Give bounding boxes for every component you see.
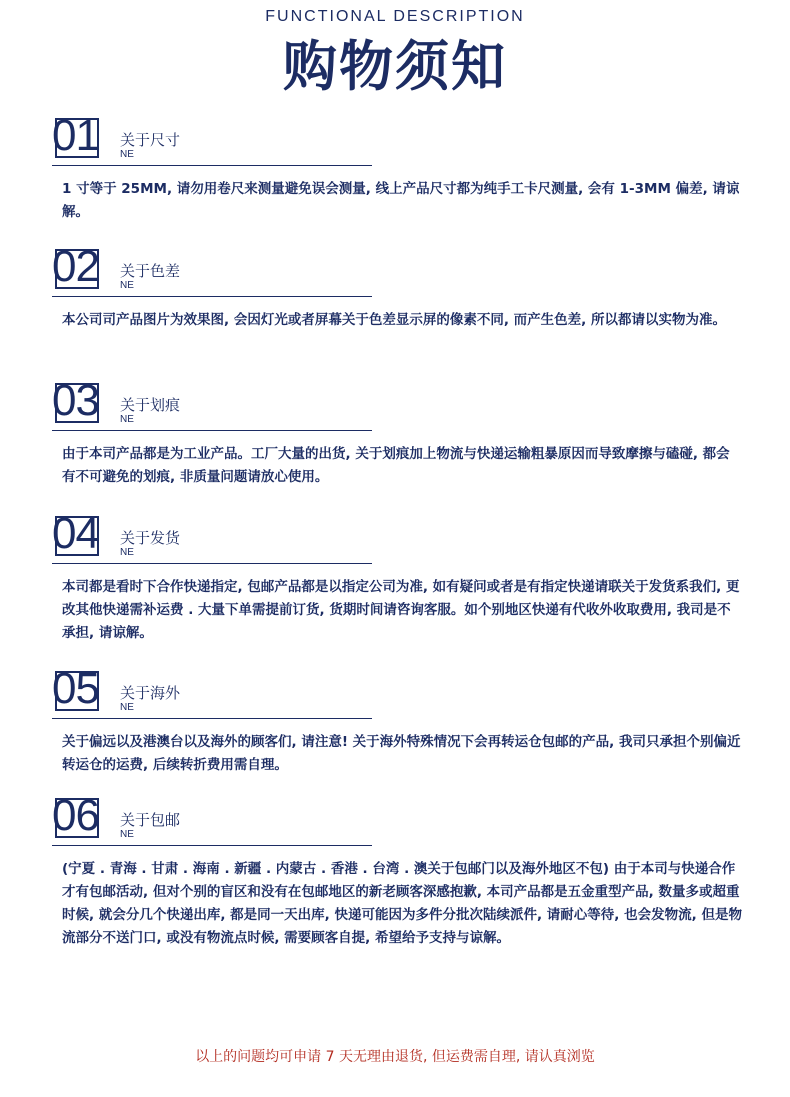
- section-subtitle: NE: [120, 547, 134, 558]
- footer-note: 以上的问题均可申请 7 天无理由退货, 但运费需自理, 请认真浏览: [195, 1049, 595, 1065]
- section-body: (宁夏 . 青海 . 甘肃 . 海南 . 新疆 . 内蒙古 . 香港 . 台湾 . 澳关于包邮门以及海外地区不包) 由于本司与快递合作才有包邮活动, 但对个别的盲区和没有在包邮地区的新老顾客深感抱歉, 本司产品都是五金重型产品, 数量多或超重时候, 就会分几个快递出库, 都是同一天出库, 快递可能因为多件分批次陆续派件, 请耐心等待, 也会发物流, 但是物流部分不送门口, 或没有物流点时候, 需要顾客自提, 希望给予支持与谅解。: [62, 861, 742, 946]
- section-title: 关于划痕: [120, 396, 181, 414]
- section-subtitle: NE: [120, 829, 134, 840]
- section-number: 04: [52, 509, 99, 558]
- section-body: 本公司司产品图片为效果图, 会因灯光或者屏幕关于色差显示屏的像素不同, 而产生色差, 所以都请以实物为准。: [62, 312, 726, 328]
- section-number: 05: [52, 664, 99, 713]
- section-title: 关于海外: [120, 684, 181, 702]
- section-body: 1 寸等于 25MM, 请勿用卷尺来测量避免误会测量, 线上产品尺寸都为纯手工卡尺测量, 会有 1-3MM 偏差, 请谅解。: [62, 181, 740, 220]
- section-divider: [52, 718, 372, 719]
- section-scratches: [52, 376, 752, 500]
- section-title: 关于包邮: [120, 811, 181, 829]
- section-number: 03: [52, 376, 99, 425]
- section-divider: [52, 296, 372, 297]
- section-title: 关于色差: [120, 262, 181, 280]
- section-size: [52, 111, 752, 235]
- section-color-difference: [52, 242, 752, 366]
- section-divider: [52, 845, 372, 846]
- section-body: 由于本司产品都是为工业产品。工厂大量的出货, 关于划痕加上物流与快递运输粗暴原因而导致摩擦与磕碰, 都会有不可避免的划痕, 非质量问题请放心使用。: [62, 446, 730, 485]
- section-number: 06: [52, 791, 99, 840]
- section-body: 关于偏远以及港澳台以及海外的顾客们, 请注意! 关于海外特殊情况下会再转运仓包邮的产品, 我司只承担个别偏近转运仓的运费, 后续转折费用需自理。: [62, 734, 741, 773]
- section-subtitle: NE: [120, 149, 134, 160]
- section-title: 关于发货: [120, 529, 181, 547]
- section-subtitle: NE: [120, 414, 134, 425]
- section-shipping: [52, 509, 752, 653]
- section-subtitle: NE: [120, 702, 134, 713]
- section-title: 关于尺寸: [120, 131, 181, 149]
- section-body: 本司都是看时下合作快递指定, 包邮产品都是以指定公司为准, 如有疑问或者是有指定快递请联关于发货系我们, 更改其他快递需补运费 . 大量下单需提前订货, 货期时间请咨询客服。如个别地区快递有代收外收取费用, 我司是不承担, 请谅解。: [62, 579, 740, 641]
- section-number: 02: [52, 242, 99, 291]
- section-divider: [52, 563, 372, 564]
- section-divider: [52, 165, 372, 166]
- section-number: 01: [52, 111, 99, 160]
- page-title: 购物须知: [283, 35, 507, 98]
- section-subtitle: NE: [120, 280, 134, 291]
- section-free-shipping: [52, 791, 752, 995]
- section-divider: [52, 430, 372, 431]
- english-heading: FUNCTIONAL DESCRIPTION: [265, 8, 525, 25]
- section-overseas: [52, 664, 752, 788]
